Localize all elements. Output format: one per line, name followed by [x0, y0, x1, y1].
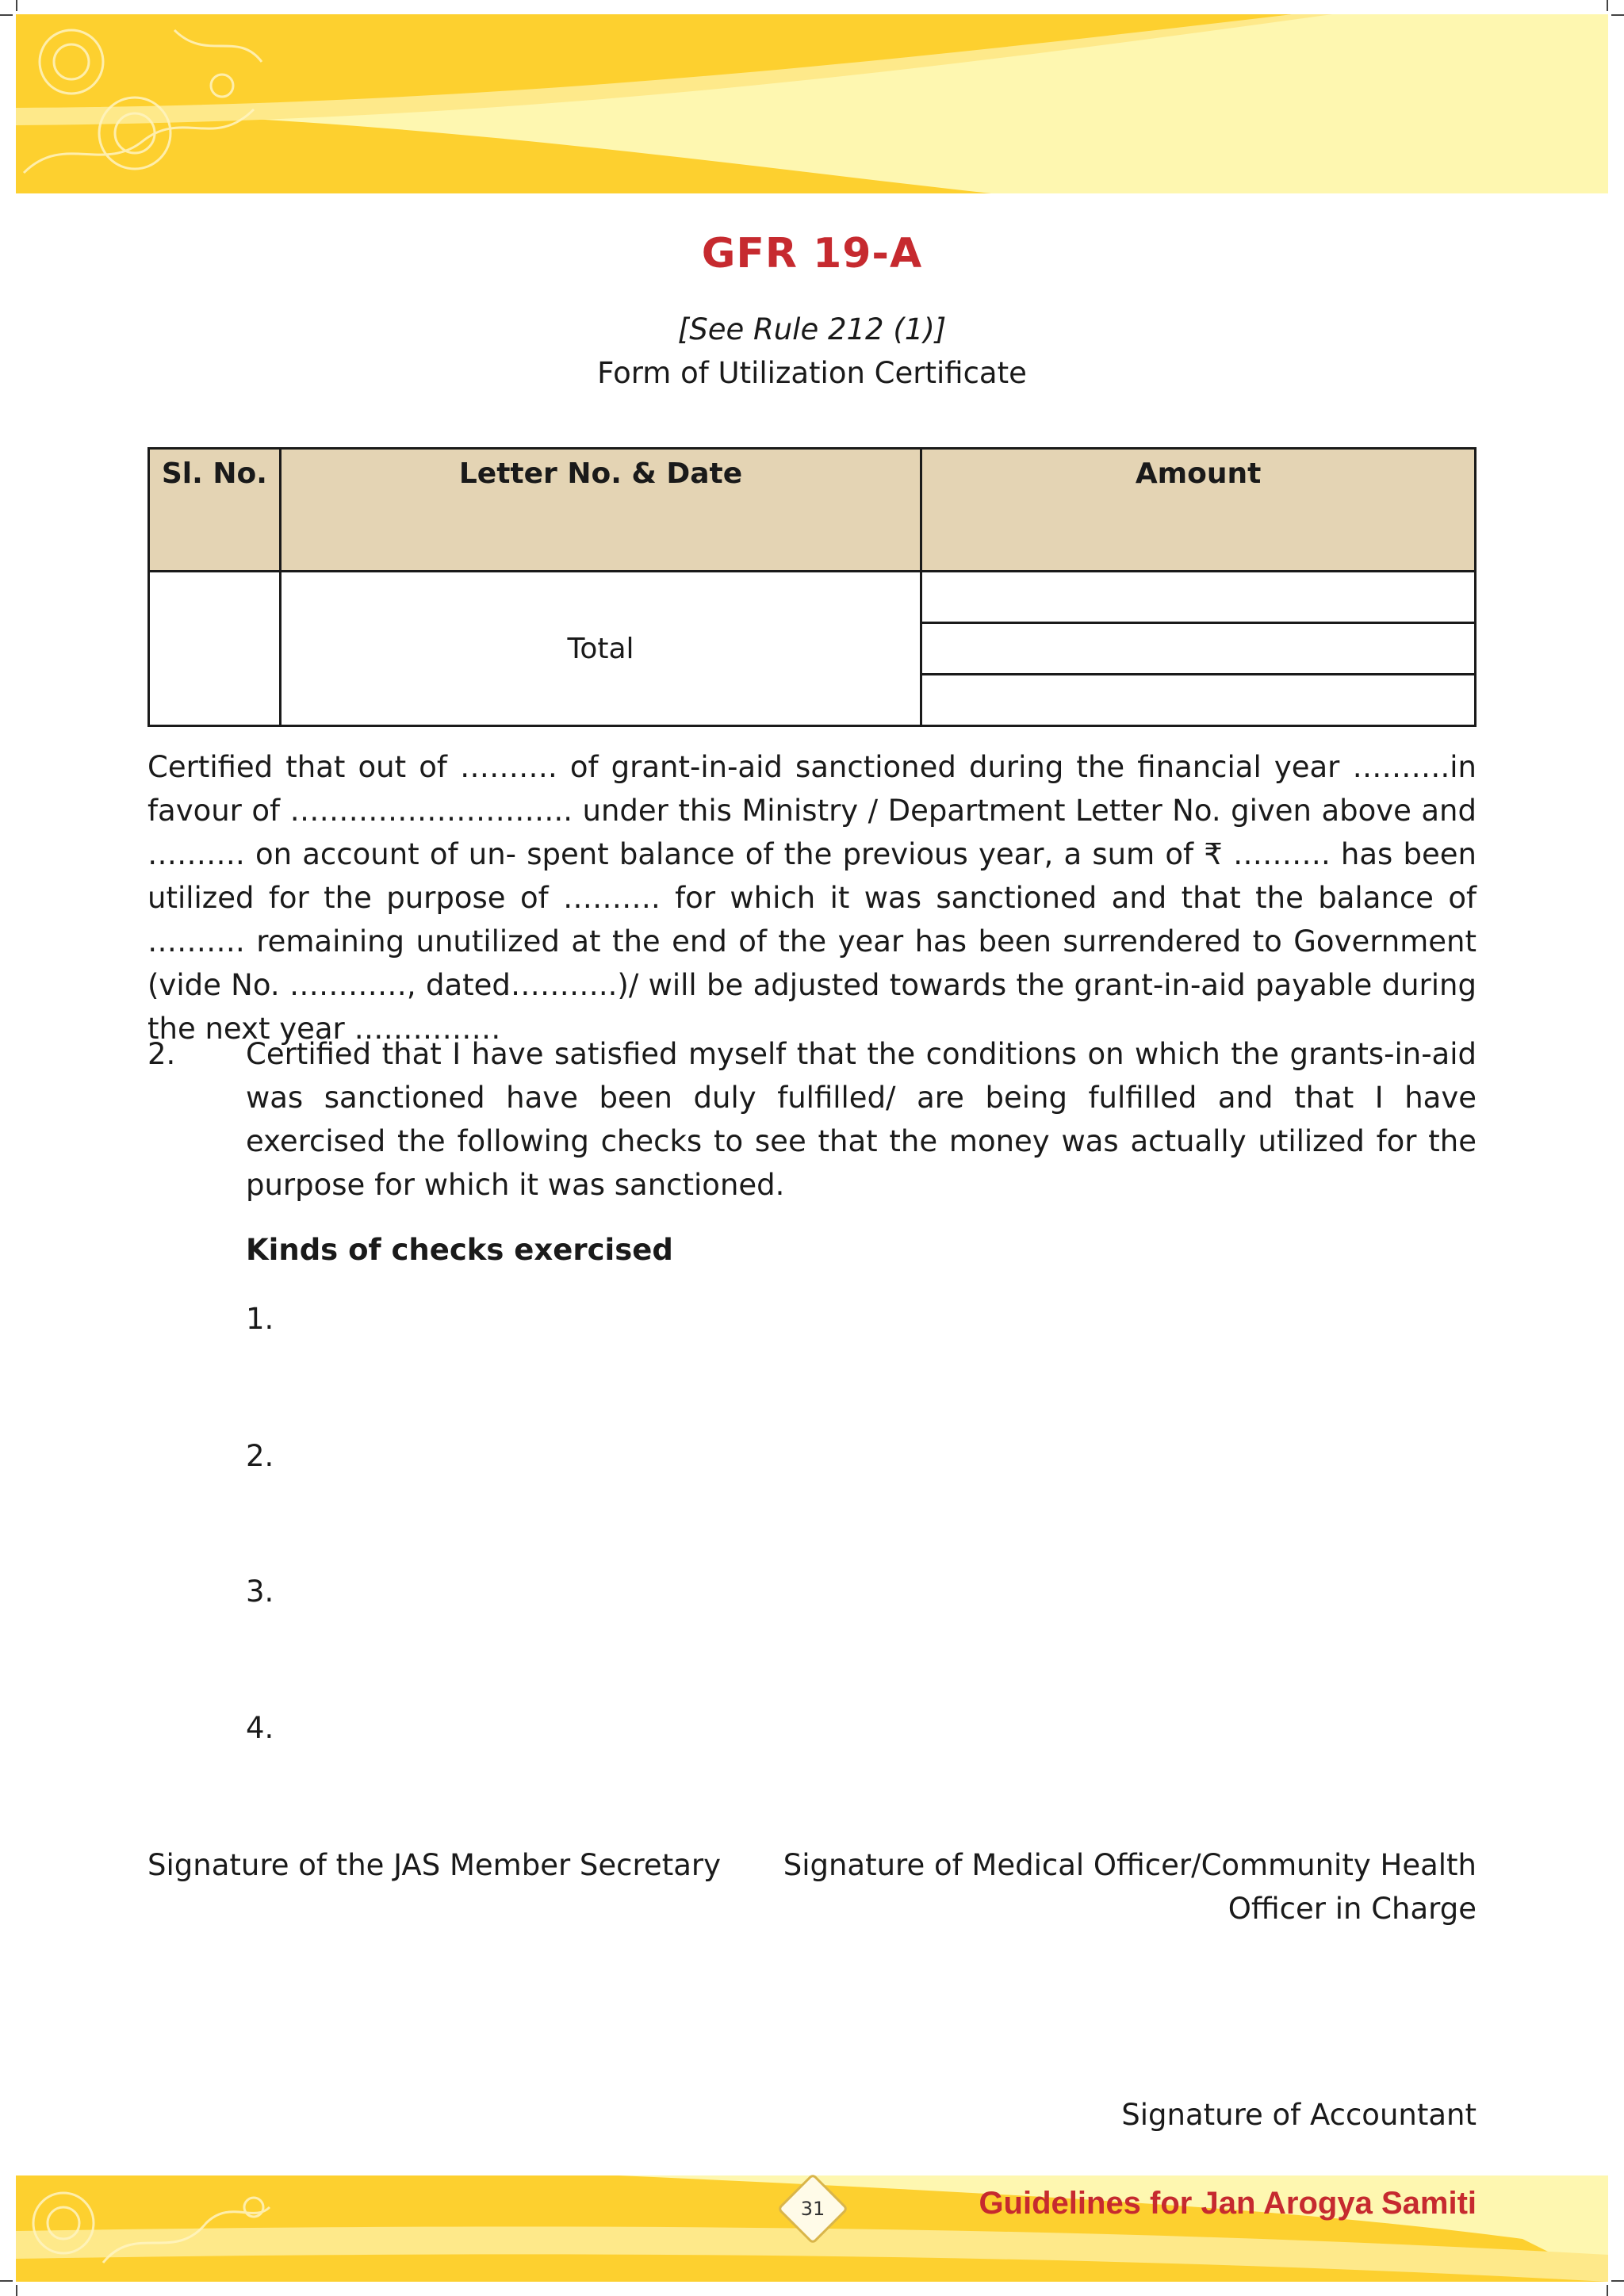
crop-mark — [0, 14, 13, 16]
certification-paragraph-2: Certified that I have satisfied myself that the conditions on which the grants-in-aid was sanctioned have been duly fulfilled/ are being fulfilled and that I have exercised the following checks to see that the money was actually utilized for the purpose for which it was sanctioned. — [246, 1037, 1477, 1202]
crop-mark — [16, 0, 17, 11]
footer-title: Guidelines for Jan Arogya Samiti — [979, 2186, 1477, 2221]
check-item: 1. — [246, 1302, 274, 1336]
signature-secretary: Signature of the JAS Member Secretary — [147, 1848, 721, 1882]
crop-mark — [1607, 0, 1608, 11]
amount-cell[interactable] — [921, 675, 1476, 726]
form-subtitle: Form of Utilization Certificate — [597, 356, 1027, 390]
form-title: GFR 19-A — [701, 230, 923, 277]
certification-paragraph-1: Certified that out of ………. of grant-in-aid sanctioned during the financial year ……….in favour of ……………………….. under this Ministry / Department Letter No. given above and ………. on account of un- spent balance of the previous year, a sum of ₹ ………. has been utilized for the purpose of ………. for which it was sanctioned and that the balance of ………. remaining unutilized at the end of the year has been surrendered to Government (vide No. …………, dated………..)/ will be adjusted towards the grant-in-aid payable during the next year …………… — [147, 750, 1477, 1046]
crop-mark — [16, 2285, 17, 2296]
column-header-letter-no-date: Letter No. & Date — [280, 449, 921, 572]
checks-heading: Kinds of checks exercised — [246, 1233, 673, 1267]
page-number: 31 — [800, 2198, 825, 2220]
check-item: 3. — [246, 1575, 274, 1609]
table-header-row — [149, 449, 1476, 572]
column-header-amount: Amount — [921, 449, 1476, 572]
crop-mark — [1611, 2280, 1624, 2282]
sl-no-cell[interactable] — [149, 572, 281, 726]
column-header-sl-no: Sl. No. — [149, 449, 281, 572]
signature-medical-line-2: Officer in Charge — [1228, 1892, 1477, 1926]
top-banner — [16, 14, 1608, 193]
check-item: 2. — [246, 1439, 274, 1473]
utilization-table — [147, 447, 1477, 727]
paragraph-2-number: 2. — [147, 1037, 176, 1071]
signature-accountant: Signature of Accountant — [1121, 2098, 1477, 2132]
amount-cell[interactable] — [921, 623, 1476, 675]
rule-reference: [See Rule 212 (1)] — [677, 312, 947, 346]
crop-mark — [0, 2280, 13, 2282]
signature-medical-line-1: Signature of Medical Officer/Community Health — [783, 1848, 1477, 1882]
signature-medical-officer — [783, 1843, 1477, 1931]
check-item: 4. — [246, 1711, 274, 1745]
crop-mark — [1607, 2285, 1608, 2296]
total-label-cell: Total — [280, 572, 921, 726]
crop-mark — [1611, 14, 1624, 16]
amount-cell[interactable] — [921, 572, 1476, 623]
table-row — [149, 572, 1476, 623]
